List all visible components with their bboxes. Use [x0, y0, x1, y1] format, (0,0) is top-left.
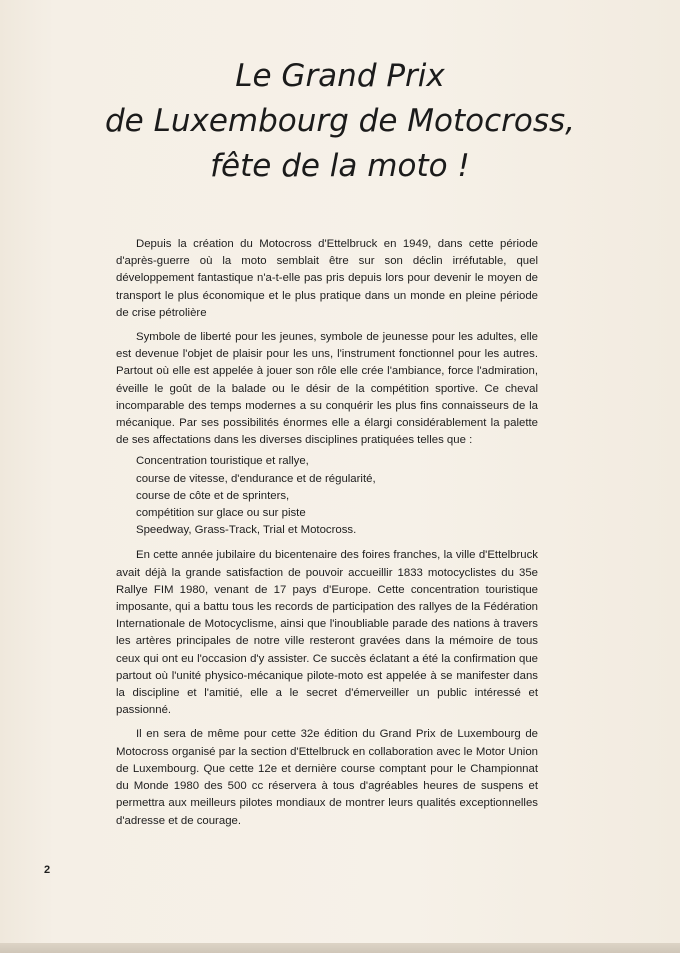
- page-number: 2: [44, 864, 51, 876]
- title-line-1: Le Grand Prix: [235, 58, 445, 94]
- paragraph-symbol: Symbole de liberté pour les jeunes, symbole de jeunesse pour les adultes, elle est devenue l'objet de plaisir pour les uns, l'instrument fonctionnel pour les autres. Partout où elle est appelée à jouer son rôle elle crée l'ambiance, force l'admiration, éveille le goût de la balade ou le désir de la compétition sportive. Ce cheval incomparable des temps modernes a su conquérir les plus fins connaisseurs de la mécanique. Par ses possibilités énormes elle a élargi considérablement la palette de ses affectations dans les diverses disciplines pratiquées telles que :: [116, 331, 538, 447]
- list-item: course de côte et de sprinters,: [136, 489, 290, 502]
- title-line-2: de Luxembourg de Motocross,: [104, 103, 576, 139]
- page-title: [60, 54, 620, 189]
- list-item: compétition sur glace ou sur piste: [136, 507, 306, 520]
- article-body: [116, 236, 538, 837]
- paragraph-jubilee: En cette année jubilaire du bicentenaire des foires franches, la ville d'Ettelbruck avait déjà la grande satisfaction de pouvoir accueillir 1833 motocyclistes du 35e Rallye FIM 1980, venant de 17 pays d'Europe. Cette concentration touristique imposante, qui a battu tous les records de participation des rallyes de la Fédération Internationale de Motocyclisme, ainsi que l'inoubliable parade des nations à travers les artères principales de notre ville resteront gravées dans la mémoire de tous ceux qui ont eu l'occasion d'y assister. Ce succès éclatant a été la confirmation que partout où l'unité physico-mécanique pilote-moto est appelée à se manifester dans la discipline et l'amitié, elle a le secret d'émerveiller un public intéressé et passionné.: [116, 549, 538, 717]
- disciplines-list: [136, 453, 538, 539]
- page-edge: [0, 943, 680, 953]
- paragraph-grand-prix: Il en sera de même pour cette 32e édition du Grand Prix de Luxembourg de Motocross organisé par la section d'Ettelbruck en collaboration avec le Motor Union de Luxembourg. Que cette 12e et dernière course comptant pour le Championnat du Monde 1980 des 500 cc réservera à tous d'agréables heures de suspens et permettra aux meilleurs pilotes mondiaux de montrer leurs qualités exceptionnelles d'adresse et de courage.: [116, 728, 538, 827]
- paragraph-intro: Depuis la création du Motocross d'Ettelbruck en 1949, dans cette période d'après-guerre où la moto semblait être sur son déclin irréfutable, quel développement fantastique n'a-t-elle pas pris depuis lors pour devenir le moyen de transport le plus économique et le plus pratique dans un monde en pleine période de crise pétrolière: [116, 238, 538, 319]
- list-item: Concentration touristique et rallye,: [136, 455, 309, 468]
- title-line-3: fête de la moto !: [210, 148, 470, 184]
- list-item: course de vitesse, d'endurance et de régularité,: [136, 472, 376, 485]
- list-item: Speedway, Grass-Track, Trial et Motocross.: [136, 524, 357, 537]
